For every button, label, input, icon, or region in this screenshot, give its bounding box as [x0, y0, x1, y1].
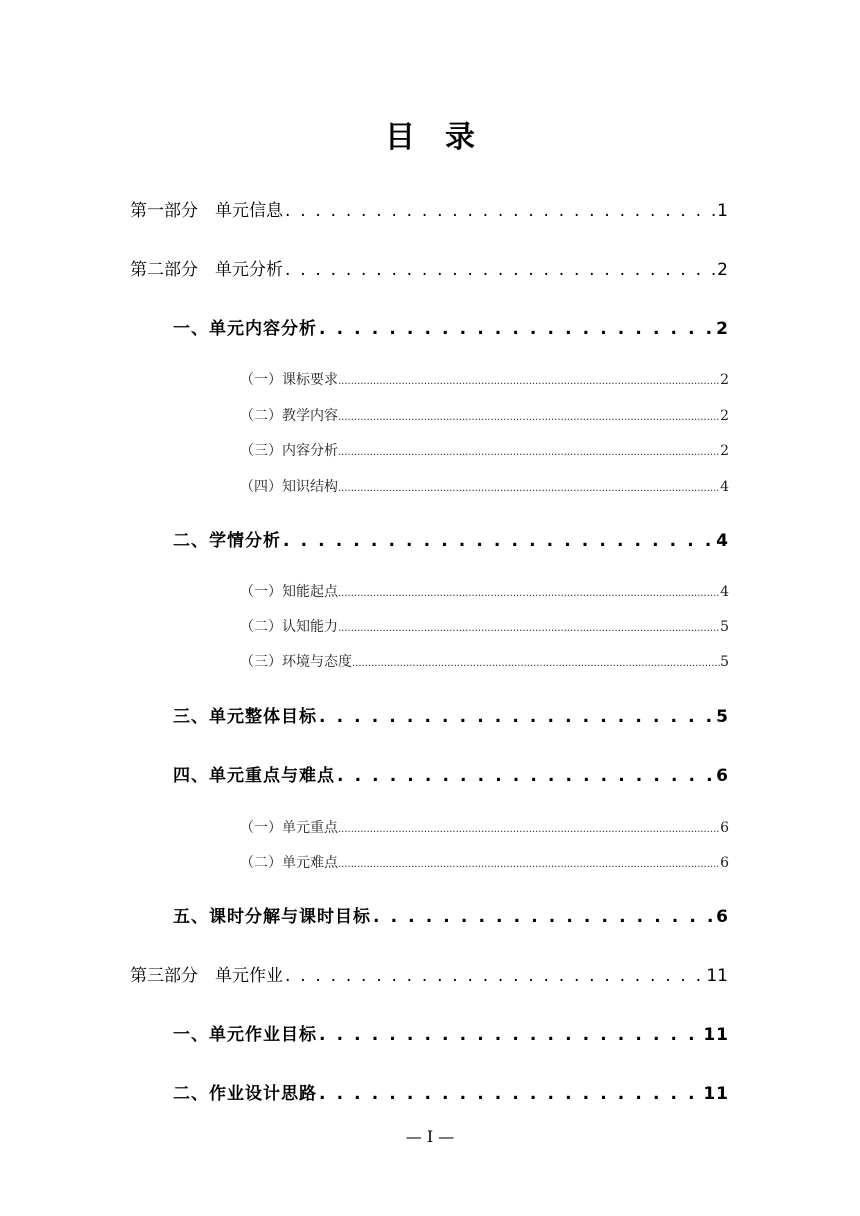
toc-page-number: 11 — [703, 1084, 729, 1104]
toc-entry-label: （一）单元重点 — [240, 820, 338, 836]
toc-entry-subsection[interactable] — [240, 582, 729, 604]
toc-entry-label: 三、单元整体目标 — [173, 707, 317, 727]
dot-leader — [319, 705, 714, 729]
toc-page-number: 6 — [720, 820, 729, 836]
page-footer-number: — I — — [405, 1127, 455, 1146]
toc-page-number: 11 — [706, 966, 728, 986]
toc-entry-section[interactable] — [173, 764, 729, 788]
toc-entry-subsection[interactable] — [240, 370, 729, 392]
dot-leader — [319, 1023, 701, 1047]
toc-entry-label: 五、课时分解与课时目标 — [173, 907, 371, 927]
toc-page-number: 2 — [720, 372, 729, 388]
toc-entry-subsection[interactable] — [240, 617, 729, 639]
toc-entry-subsection[interactable] — [240, 406, 729, 428]
toc-entry-label: （一）课标要求 — [240, 372, 338, 388]
toc-entry-section[interactable] — [173, 905, 729, 929]
dot-leader — [338, 853, 720, 875]
dot-leader — [338, 441, 720, 463]
dot-leader — [338, 477, 720, 499]
toc-entry-part-3[interactable] — [130, 964, 728, 988]
toc-entry-label: （三）内容分析 — [240, 443, 338, 459]
dot-leader — [337, 764, 714, 788]
toc-entry-label: （二）单元难点 — [240, 855, 338, 871]
toc-entry-part-1[interactable] — [130, 199, 728, 223]
toc-entry-label: 一、单元作业目标 — [173, 1025, 317, 1045]
toc-entry-section[interactable] — [173, 1023, 729, 1047]
dot-leader — [338, 370, 720, 392]
toc-entry-label: （四）知识结构 — [240, 479, 338, 495]
toc-page-number: 2 — [716, 319, 729, 339]
toc-entry-label: （一）知能起点 — [240, 584, 338, 600]
toc-entry-section[interactable] — [173, 317, 729, 341]
dot-leader — [319, 317, 714, 341]
toc-page-number: 5 — [716, 707, 729, 727]
toc-entry-subsection[interactable] — [240, 853, 729, 875]
toc-entry-subsection[interactable] — [240, 477, 729, 499]
dot-leader — [285, 258, 715, 282]
dot-leader — [338, 617, 720, 639]
toc-page-number: 5 — [720, 654, 729, 670]
toc-page-number: 6 — [720, 855, 729, 871]
toc-page-number: 1 — [717, 201, 728, 221]
toc-entry-label: （三）环境与态度 — [240, 654, 352, 670]
toc-page-number: 2 — [717, 260, 728, 280]
toc-entry-label: 四、单元重点与难点 — [173, 766, 335, 786]
toc-entry-subsection[interactable] — [240, 818, 729, 840]
toc-entry-subsection[interactable] — [240, 441, 729, 463]
toc-entry-section[interactable] — [173, 705, 729, 729]
dot-leader — [283, 529, 714, 553]
dot-leader — [352, 652, 720, 674]
toc-entry-section[interactable] — [173, 1082, 729, 1106]
toc-entry-section[interactable] — [173, 529, 729, 553]
toc-page-number: 2 — [720, 443, 729, 459]
dot-leader — [319, 1082, 701, 1106]
toc-entry-subsection[interactable] — [240, 652, 729, 674]
toc-entry-part-2[interactable] — [130, 258, 728, 282]
toc-page-number: 4 — [720, 584, 729, 600]
toc-page-number: 2 — [720, 408, 729, 424]
toc-entry-label: （二）教学内容 — [240, 408, 338, 424]
toc-page-number: 5 — [720, 619, 729, 635]
toc-entry-label: 二、作业设计思路 — [173, 1084, 317, 1104]
dot-leader — [285, 964, 704, 988]
toc-page-number: 11 — [703, 1025, 729, 1045]
toc-page-number: 4 — [720, 479, 729, 495]
toc-page-number: 4 — [716, 531, 729, 551]
toc-page-number: 6 — [716, 907, 729, 927]
toc-entry-label: （二）认知能力 — [240, 619, 338, 635]
dot-leader — [338, 818, 720, 840]
dot-leader — [373, 905, 714, 929]
toc-page-number: 6 — [716, 766, 729, 786]
toc-entry-label: 二、学情分析 — [173, 531, 281, 551]
dot-leader — [285, 199, 715, 223]
toc-entry-label: 第一部分 单元信息 — [130, 201, 283, 221]
toc-entry-label: 一、单元内容分析 — [173, 319, 317, 339]
toc-entry-label: 第三部分 单元作业 — [130, 966, 283, 986]
page-title: 目 录 — [385, 120, 475, 155]
dot-leader — [338, 406, 720, 428]
dot-leader — [338, 582, 720, 604]
toc-entry-label: 第二部分 单元分析 — [130, 260, 283, 280]
